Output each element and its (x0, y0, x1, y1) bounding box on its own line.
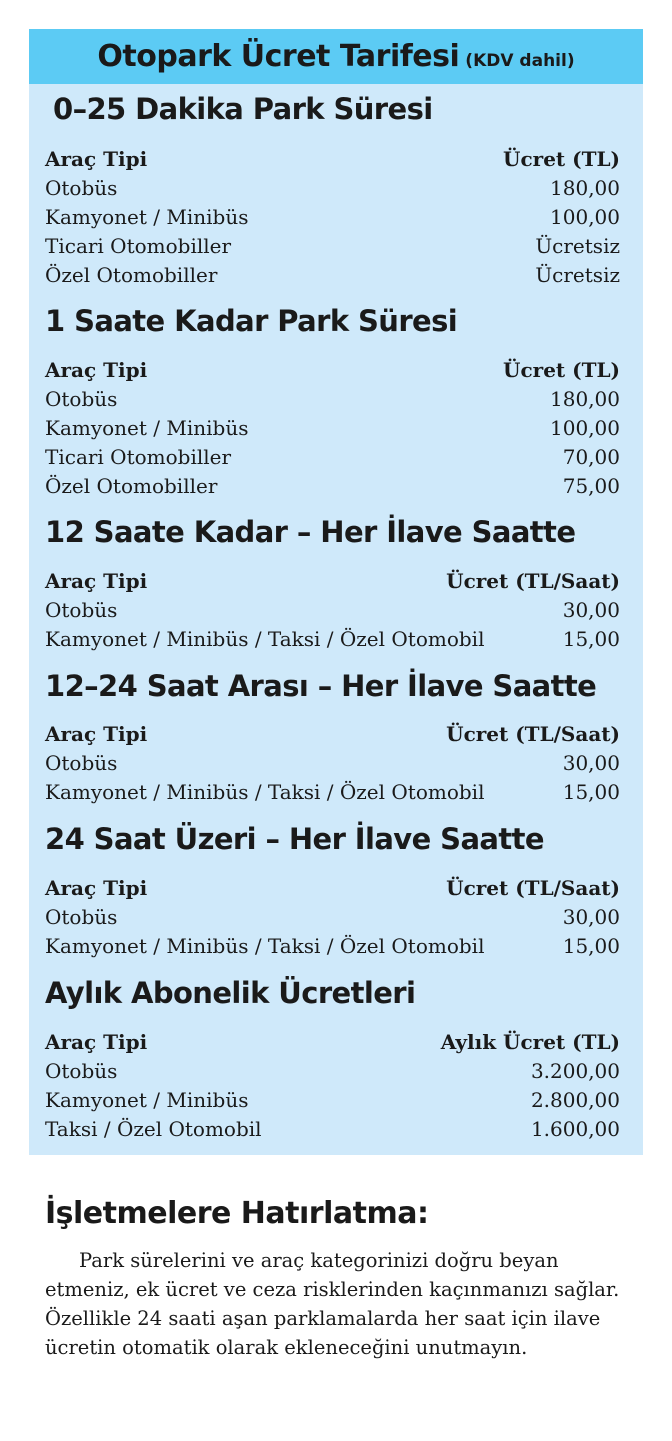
fee-table (45, 720, 620, 807)
table-header-row (45, 356, 620, 385)
section-title: 1 Saate Kadar Park Süresi (45, 304, 458, 338)
section-title: 0–25 Dakika Park Süresi (53, 92, 433, 126)
vehicle-type: Otobüs (45, 598, 118, 622)
vehicle-type: Kamyonet / Minibüs (45, 1088, 249, 1112)
vehicle-type: Ticari Otomobiller (45, 445, 232, 469)
table-row (45, 261, 620, 290)
col-vehicle-type: Araç Tipi (45, 876, 148, 900)
col-fee: Ücret (TL) (503, 147, 620, 171)
col-fee: Ücret (TL/Saat) (446, 569, 620, 593)
fee-value: Ücretsiz (535, 234, 620, 258)
fee-value: 15,00 (562, 627, 620, 651)
col-fee: Ücret (TL/Saat) (446, 722, 620, 746)
table-row (45, 174, 620, 203)
col-fee: Ücret (TL) (503, 358, 620, 382)
table-row (45, 414, 620, 443)
tariff-title: Otopark Ücret Tarifesi (97, 39, 460, 74)
vehicle-type: Kamyonet / Minibüs / Taksi / Özel Otomobil (45, 627, 485, 651)
vehicle-type: Kamyonet / Minibüs (45, 205, 249, 229)
table-header-row (45, 145, 620, 174)
table-row (45, 1086, 620, 1115)
col-vehicle-type: Araç Tipi (45, 569, 148, 593)
fee-value: 30,00 (562, 905, 620, 929)
table-row (45, 903, 620, 932)
fee-table (45, 145, 620, 290)
fee-table (45, 874, 620, 961)
fee-value: 100,00 (550, 205, 620, 229)
col-vehicle-type: Araç Tipi (45, 722, 148, 746)
fee-value: Ücretsiz (535, 263, 620, 287)
vehicle-type: Özel Otomobiller (45, 263, 218, 287)
table-row (45, 932, 620, 961)
table-row (45, 385, 620, 414)
table-row (45, 472, 620, 501)
col-vehicle-type: Araç Tipi (45, 147, 148, 171)
section-title: 12 Saate Kadar – Her İlave Saatte (45, 515, 576, 549)
section-title: 24 Saat Üzeri – Her İlave Saatte (45, 822, 544, 856)
fee-table (45, 356, 620, 501)
tariff-panel (29, 29, 643, 1155)
fee-value: 15,00 (562, 780, 620, 804)
table-row (45, 1057, 620, 1086)
fee-value: 100,00 (550, 416, 620, 440)
table-row (45, 749, 620, 778)
table-header-row (45, 720, 620, 749)
vehicle-type: Kamyonet / Minibüs (45, 416, 249, 440)
fee-value: 180,00 (550, 387, 620, 411)
reminder-title: İşletmelere Hatırlatma: (45, 1196, 429, 1231)
table-row (45, 203, 620, 232)
col-vehicle-type: Araç Tipi (45, 358, 148, 382)
vehicle-type: Otobüs (45, 905, 118, 929)
vehicle-type: Taksi / Özel Otomobil (45, 1117, 262, 1141)
col-vehicle-type: Araç Tipi (45, 1030, 148, 1054)
table-header-row (45, 874, 620, 903)
table-row (45, 1115, 620, 1144)
table-header-row (45, 1028, 620, 1057)
vehicle-type: Otobüs (45, 176, 118, 200)
fee-value: 15,00 (562, 934, 620, 958)
vehicle-type: Otobüs (45, 751, 118, 775)
tariff-subtitle: (KDV dahil) (465, 51, 575, 71)
vehicle-type: Kamyonet / Minibüs / Taksi / Özel Otomobil (45, 934, 485, 958)
fee-value: 3.200,00 (530, 1059, 620, 1083)
tariff-header (29, 29, 643, 84)
table-row (45, 443, 620, 472)
table-row (45, 596, 620, 625)
fee-value: 30,00 (562, 751, 620, 775)
fee-value: 30,00 (562, 598, 620, 622)
vehicle-type: Otobüs (45, 1059, 118, 1083)
col-fee: Aylık Ücret (TL) (440, 1030, 620, 1054)
reminder-body: Park sürelerini ve araç kategorinizi doğru beyan etmeniz, ek ücret ve ceza risklerinden kaçınmanızı sağlar. Özellikle 24 saati aşan parklamalarda her saat için ilave ücretin otomatik olarak ekleneceğini unutmayın. (45, 1249, 620, 1359)
section-title: Aylık Abonelik Ücretleri (45, 976, 416, 1010)
vehicle-type: Kamyonet / Minibüs / Taksi / Özel Otomobil (45, 780, 485, 804)
table-row (45, 778, 620, 807)
table-row (45, 232, 620, 261)
fee-value: 75,00 (562, 474, 620, 498)
vehicle-type: Otobüs (45, 387, 118, 411)
fee-value: 2.800,00 (530, 1088, 620, 1112)
table-header-row (45, 567, 620, 596)
fee-table (45, 1028, 620, 1144)
fee-table (45, 567, 620, 654)
fee-value: 70,00 (562, 445, 620, 469)
vehicle-type: Özel Otomobiller (45, 474, 218, 498)
fee-value: 180,00 (550, 176, 620, 200)
table-row (45, 625, 620, 654)
section-title: 12–24 Saat Arası – Her İlave Saatte (45, 669, 597, 703)
col-fee: Ücret (TL/Saat) (446, 876, 620, 900)
fee-value: 1.600,00 (530, 1117, 620, 1141)
vehicle-type: Ticari Otomobiller (45, 234, 232, 258)
